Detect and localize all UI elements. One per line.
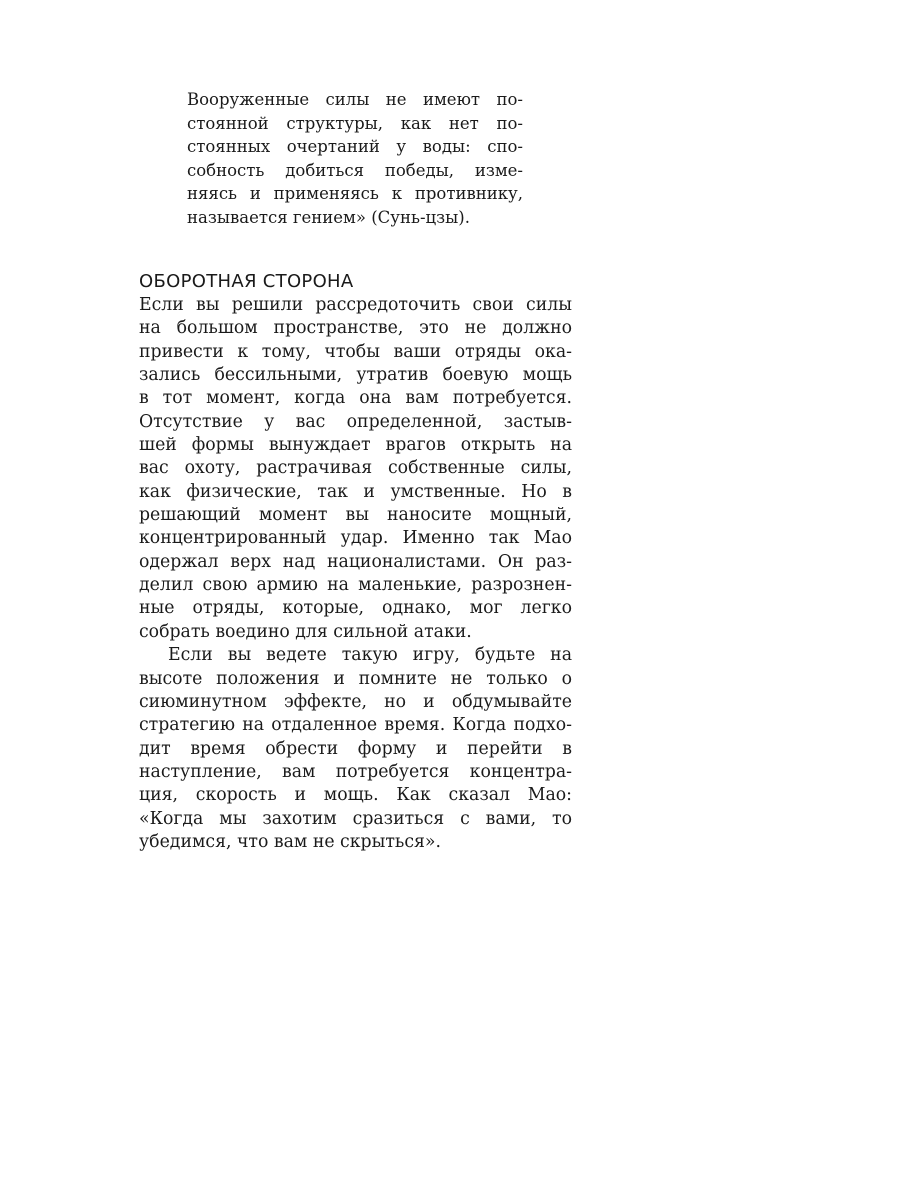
section-heading: ОБОРОТНАЯ СТОРОНА bbox=[139, 271, 354, 292]
block-quote bbox=[187, 88, 523, 230]
text-line: ные отряды, которые, однако, мог легко bbox=[139, 598, 572, 619]
text-line: делил свою армию на маленькие, разрознен- bbox=[139, 575, 572, 596]
text-line: решающий момент вы наносите мощный, bbox=[139, 505, 572, 526]
text-line: Если вы решили рассредоточить свои силы bbox=[139, 295, 572, 315]
quote-line: стоянных очертаний у воды: спо- bbox=[187, 137, 523, 157]
text-line: как физические, так и умственные. Но в bbox=[139, 481, 572, 502]
text-line: привести к тому, чтобы ваши отряды ока- bbox=[139, 341, 572, 362]
paragraph-2 bbox=[139, 644, 572, 854]
text-line: «Когда мы захотим сразиться с вами, то bbox=[139, 808, 572, 829]
text-line: шей формы вынуждает врагов открыть на bbox=[139, 435, 572, 456]
text-line: дит время обрести форму и перейти в bbox=[139, 738, 572, 759]
text-line: Отсутствие у вас определенной, застыв- bbox=[139, 411, 572, 432]
paragraph-1 bbox=[139, 294, 572, 644]
text-line: стратегию на отдаленное время. Когда подхо- bbox=[139, 715, 572, 736]
text-line: собрать воедино для сильной атаки. bbox=[139, 621, 472, 642]
text-line: убедимся, что вам не скрыться». bbox=[139, 831, 441, 852]
section-body bbox=[139, 294, 572, 854]
text-line: наступление, вам потребуется концентра- bbox=[139, 761, 572, 782]
text-line: на большом пространстве, это не должно bbox=[139, 318, 572, 339]
text-line: Если вы ведете такую игру, будьте на bbox=[168, 645, 572, 666]
quote-line: собность добиться победы, изме- bbox=[187, 160, 523, 180]
text-line: ция, скорость и мощь. Как сказал Мао: bbox=[139, 785, 572, 806]
text-line: в тот момент, когда она вам потребуется. bbox=[139, 388, 572, 409]
quote-line: стоянной структуры, как нет по- bbox=[187, 113, 523, 133]
text-line: сиюминутном эффекте, но и обдумывайте bbox=[139, 691, 572, 712]
quote-line: называется гением» (Сунь-цзы). bbox=[187, 207, 470, 227]
text-line: концентрированный удар. Именно так Мао bbox=[139, 528, 572, 549]
text-line: высоте положения и помните не только о bbox=[139, 668, 572, 689]
quote-line: няясь и применяясь к противнику, bbox=[187, 184, 523, 204]
text-line: одержал верх над националистами. Он раз- bbox=[139, 551, 572, 572]
quote-line: Вооруженные силы не имеют по- bbox=[187, 90, 523, 109]
text-line: вас охоту, растрачивая собственные силы, bbox=[139, 458, 572, 479]
text-line: зались бессильными, утратив боевую мощь bbox=[139, 365, 572, 386]
